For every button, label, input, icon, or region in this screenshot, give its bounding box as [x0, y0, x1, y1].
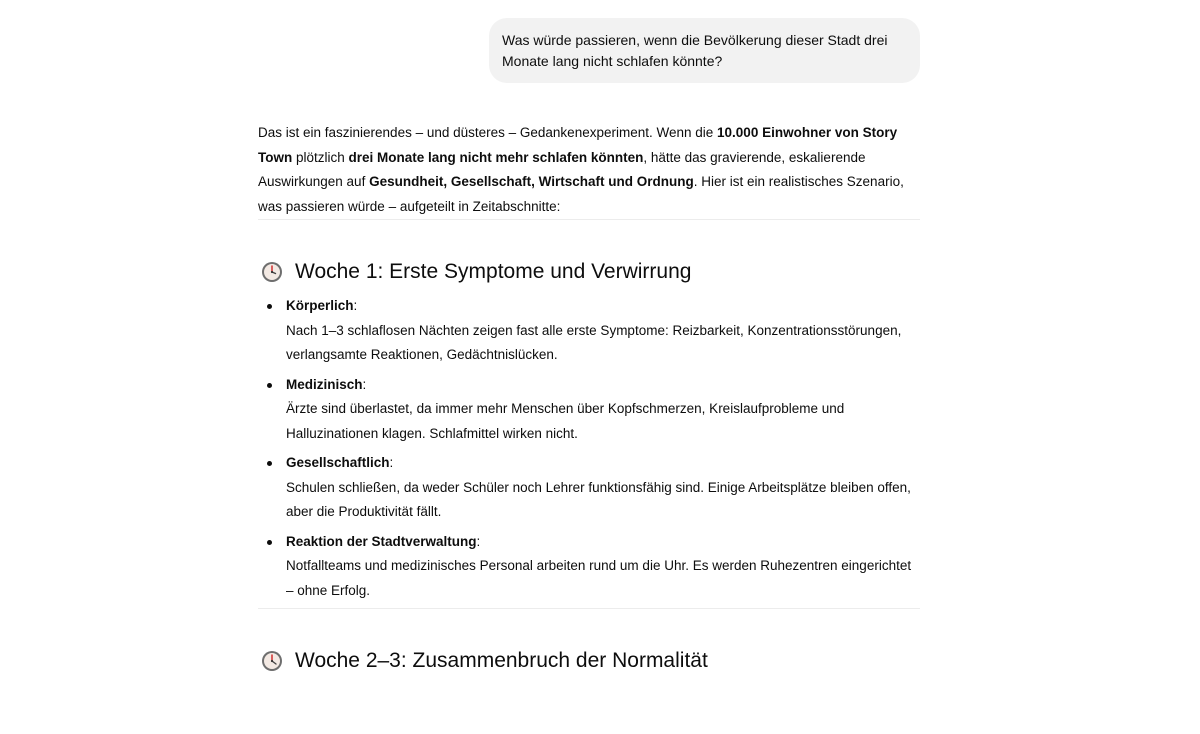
intro-bold-2: drei Monate lang nicht mehr schlafen könnten — [348, 149, 644, 165]
intro-text-3: , hätte das gravierende, eskalierende Auswirkungen auf — [258, 149, 866, 189]
section-heading-week-2-3 — [258, 647, 920, 675]
list-item: Körperlich: Nach 1–3 schlaflosen Nächten zeigen fast alle erste Symptome: Reizbarkeit, Konzentrationsstörungen, verlangsamte Reaktionen, Gedächtnislücken. — [258, 294, 920, 368]
section-divider — [258, 219, 920, 220]
assistant-message — [258, 121, 920, 675]
item-label: Körperlich — [286, 298, 354, 313]
clock-icon — [261, 261, 283, 283]
item-text: Nach 1–3 schlaflosen Nächten zeigen fast alle erste Symptome: Reizbarkeit, Konzentrationsstörungen, verlangsamte Reaktionen, Gedächtnislücken. — [286, 322, 902, 362]
intro-text-2: plötzlich — [292, 149, 349, 165]
section-title: Woche 2–3: Zusammenbruch der Normalität — [295, 649, 708, 672]
bullet-icon — [267, 540, 272, 545]
list-item: Gesellschaftlich: Schulen schließen, da weder Schüler noch Lehrer funktionsfähig sind. Einige Arbeitsplätze bleiben offen, aber die Produktivität fällt. — [258, 451, 920, 525]
user-message-bubble — [489, 18, 920, 83]
intro-text-1: Das ist ein faszinierendes – und düsteres – Gedankenexperiment. Wenn die — [258, 125, 718, 140]
bullet-icon — [267, 383, 272, 388]
bullet-icon — [267, 304, 272, 309]
intro-bold-1: 10.000 Einwohner von Story Town — [258, 125, 898, 165]
intro-text-4: . Hier ist ein realistisches Szenario, was passieren würde – aufgeteilt in Zeitabschnitte: — [258, 174, 904, 214]
item-text: Schulen schließen, da weder Schüler noch Lehrer funktionsfähig sind. Einige Arbeitsplätze bleiben offen, aber die Produktivität fällt. — [286, 479, 911, 519]
chat-conversation — [258, 0, 920, 683]
bullet-icon — [267, 461, 272, 466]
intro-paragraph — [258, 121, 920, 219]
intro-bold-3: Gesundheit, Gesellschaft, Wirtschaft und Ordnung — [369, 174, 694, 189]
section-list-week-1 — [258, 294, 920, 603]
item-label: Reaktion der Stadtverwaltung — [286, 533, 477, 549]
list-item: Reaktion der Stadtverwaltung: Notfallteams und medizinisches Personal arbeiten rund um die Uhr. Es werden Ruhezentren eingerichtet – ohne Erfolg. — [258, 530, 920, 604]
item-label: Gesellschaftlich — [286, 455, 390, 470]
section-title: Woche 1: Erste Symptome und Verwirrung — [295, 260, 692, 283]
item-text: Notfallteams und medizinisches Personal arbeiten rund um die Uhr. Es werden Ruhezentren eingerichtet – ohne Erfolg. — [286, 558, 912, 598]
user-message-row — [258, 18, 920, 83]
user-message-text: Was würde passieren, wenn die Bevölkerung dieser Stadt drei Monate lang nicht schlafen könnte? — [502, 32, 888, 69]
section-heading-week-1 — [258, 258, 920, 286]
item-text: Ärzte sind überlastet, da immer mehr Menschen über Kopfschmerzen, Kreislaufprobleme und Halluzinationen klagen. Schlafmittel wirken nicht. — [286, 401, 845, 441]
section-divider — [258, 608, 920, 609]
clock-icon — [261, 650, 283, 672]
list-item: Medizinisch: Ärzte sind überlastet, da immer mehr Menschen über Kopfschmerzen, Kreislaufprobleme und Halluzinationen klagen. Schlafmittel wirken nicht. — [258, 373, 920, 447]
item-label: Medizinisch — [286, 376, 363, 392]
